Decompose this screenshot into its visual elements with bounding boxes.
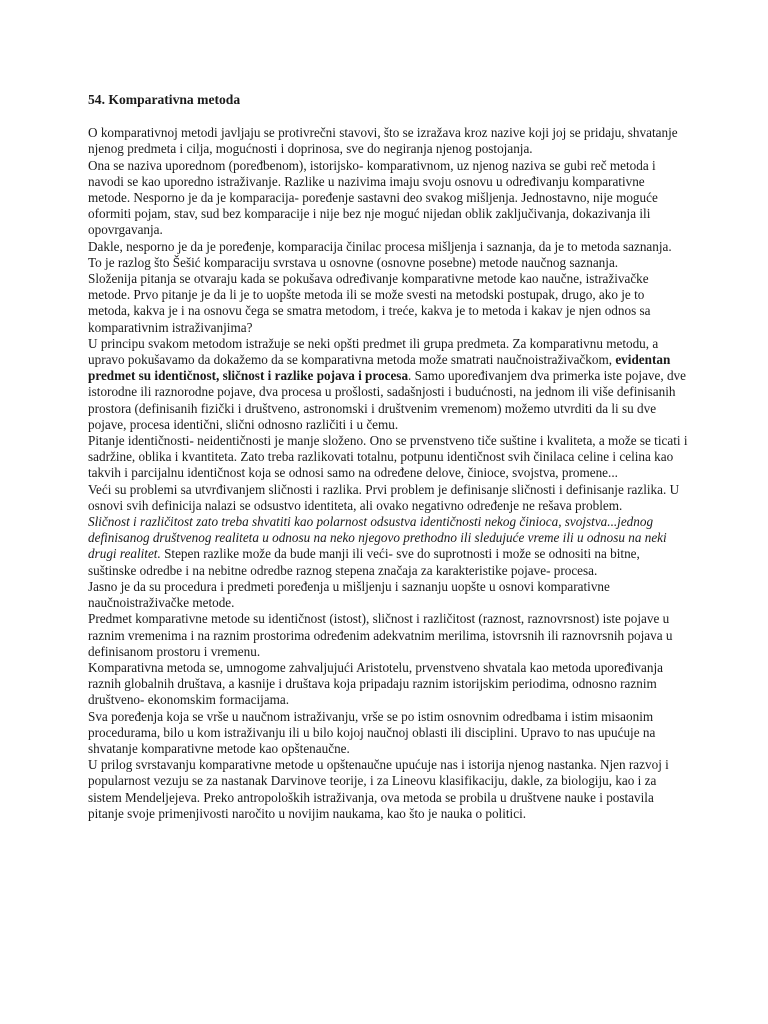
paragraph-13: U prilog svrstavanju komparativne metode u opštenaučne upućuje nas i istorija njenog nastanka. Njen razvoj i popularnost vezuju se za nastanak Darvinove teorije, i za Lineovu klasifikaciju, dakle, za biologiju, kao i za sistem Mendeljejeva. Preko antropoloških istraživanja, ova metoda se probila u društvene nauke i postavila pitanje svoje primenjivosti naročito u novijim naukama, kao što je nauka o politici. <box>88 757 669 821</box>
paragraph-9: Jasno je da su procedura i predmeti poređenja u mišljenju i saznanju uopšte u osnovi komparativne naučnoistraživačke metode. <box>88 578 610 611</box>
document-title: 54. Komparativna metoda <box>88 92 241 107</box>
paragraph-3: Dakle, nesporno je da je poređenje, komparacija činilac procesa mišljenja i saznanja, da je to metoda saznanja. To je razlog što Šešić komparaciju svrstava u osnovne (osnovne posebne) metode naučnog saznanja. <box>88 238 672 270</box>
paragraph-12: Sva poređenja koja se vrše u naučnom istraživanju, vrše se po istim osnovnim odredbama i istim misaonim procedurama, bilo u kom istraživanju ili u bilo kojoj naučnoj oblasti ili disciplini. Upravo to nas upućuje na shvatanje komparativne metode kao opštenaučne. <box>88 708 656 756</box>
paragraph-8 <box>88 514 688 579</box>
paragraph-6: Pitanje identičnosti- neidentičnosti je manje složeno. Ono se prvenstveno tiče suštine i kvaliteta, a može se ticati i sadržine, oblika i kvantiteta. Zato treba razlikovati totalnu, potpunu identičnost svih činilaca celine i celina kao takvih i parcijalnu identičnost koja se odnosi samo na određene delove, činioce, svojstva, promene... <box>88 433 688 481</box>
paragraph-8-text-after: Stepen razlike može da bude manji ili veći- sve do suprotnosti i može se odnositi na bitne, suštinske odredbe i na nebitne odredbe raznog stepena značaja za karakteristike pojave- procesa. <box>88 546 640 578</box>
document-page <box>88 92 688 822</box>
paragraph-5 <box>88 336 688 433</box>
paragraph-10: Predmet komparativne metode su identičnost (istost), sličnost i različitost (raznost, raznovrsnost) iste pojave u raznim vremenima i na raznim prostorima određenim adekvatnim merilima, istovrsnih ili raznovrsnih pojava u definisanom prostoru i vremenu. <box>88 611 673 659</box>
paragraph-8-italic-definition: Sličnost i različitost zato treba shvatiti kao polarnost odsustva identičnosti nekog činioca, svojstva...jednog definisanog društvenog realiteta u odnosu na neko njegovo prethodno ili sledujuće vreme ili u odnosu na neki drugi realitet. <box>88 514 667 562</box>
paragraph-5-text-after: . Samo upoređivanjem dva primerka iste pojave, dve istorodne ili raznorodne pojave, dva procesa u prošlosti, sadašnjosti i budućnosti, na jednom ili više definisanih prostora (definisanih fizički i društveno, astronomski i društvenim vremenom) možemo utvrditi da li su dve pojave, procesa identični, slični odnosno različiti i u čemu. <box>88 368 687 432</box>
paragraph-5-text-before: U principu svakom metodom istražuje se neki opšti predmet ili grupa predmeta. Za komparativnu metodu, a upravo pokušavamo da dokažemo da se komparativna metoda može smatrati naučnoistraživačkom, <box>88 335 659 368</box>
paragraph-5-bold-emphasis: evidentan predmet su identičnost, sličnost i razlike pojava i procesa <box>88 352 671 384</box>
paragraph-11: Komparativna metoda se, umnogome zahvaljujući Aristotelu, prvenstveno shvatala kao metoda upoređivanja raznih globalnih društava, a kasnije i društava koja pripadaju raznim istorijskim periodima, odnosno raznim društveno- ekonomskim formacijama. <box>88 659 663 708</box>
paragraph-7: Veći su problemi sa utvrđivanjem sličnosti i razlika. Prvi problem je definisanje sličnosti i definisanje razlika. U osnovi svih definicija nalazi se odsustvo identiteta, ali ovako negativno određenje ne rešava problem. <box>88 481 680 513</box>
paragraph-4: Složenija pitanja se otvaraju kada se pokušava određivanje komparativne metode kao naučne, istraživačke metode. Prvo pitanje je da li je to uopšte metoda ili se može svesti na metodski postupak, drugo, ako je to metoda, kakva je i na osnovu čega se smatra metodom, i treće, kakva je to metoda i kakav je njen odnos sa komparativnim istraživanjima? <box>88 271 651 335</box>
paragraph-2: Ona se naziva uporednom (poređbenom), istorijsko- komparativnom, uz njenog naziva se gubi reč metoda i navodi se kao uporedno istraživanje. Razlike u nazivima imaju svoju osnovu u određivanju komparativne metode. Nesporno je da je komparacija- poređenje sastavni deo svakog mišljenja. Jednostavno, nije moguće oformiti pojam, stav, sud bez komparacije i nije bez nje moguć nijedan oblik zaključivanja, dokazivanja ili opovrgavanja. <box>88 157 658 238</box>
paragraph-1: O komparativnoj metodi javljaju se protivrečni stavovi, što se izražava kroz nazive koji joj se pridaju, shvatanje njenog predmeta i cilja, mogućnosti i doprinosa, sve do negiranja njenog postojanja. <box>88 125 678 157</box>
